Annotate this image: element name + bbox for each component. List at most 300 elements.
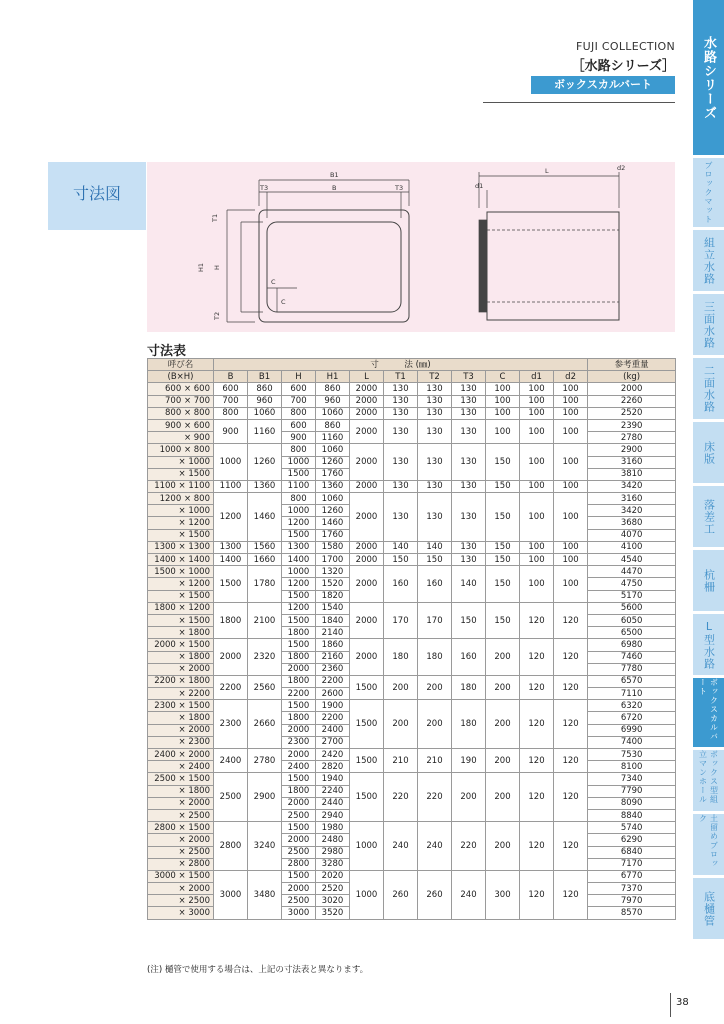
table-cell: 3280 (316, 858, 350, 870)
table-cell: 130 (384, 395, 418, 407)
table-cell: 2200 (282, 688, 316, 700)
table-cell: 220 (384, 773, 418, 822)
table-cell: × 2200 (148, 688, 214, 700)
label-t1: T1 (211, 213, 219, 222)
side-nav-item[interactable] (693, 878, 724, 939)
table-cell: 1520 (316, 578, 350, 590)
table-cell: 180 (452, 675, 486, 699)
side-nav-item[interactable] (693, 550, 724, 611)
label-d2: d2 (617, 164, 626, 172)
table-cell: 2000 (350, 444, 384, 481)
table-cell: 100 (520, 493, 554, 542)
table-cell: 4470 (588, 566, 676, 578)
table-cell: 2000 (282, 797, 316, 809)
table-cell: × 1000 (148, 505, 214, 517)
table-cell: 2000 (350, 541, 384, 553)
table-cell: × 1500 (148, 590, 214, 602)
table-cell: 1060 (316, 407, 350, 419)
table-cell: 1500 (282, 529, 316, 541)
table-cell: 2400 (282, 761, 316, 773)
table-cell: 150 (486, 493, 520, 542)
table-cell: 100 (486, 395, 520, 407)
table-cell: 120 (554, 700, 588, 749)
series-title: ［水路シリーズ］ (571, 59, 675, 74)
product-badge: ボックスカルバート (531, 76, 675, 94)
side-nav-label: 三面水路 (702, 300, 716, 349)
table-cell: 2020 (316, 870, 350, 882)
table-cell: 6770 (588, 870, 676, 882)
table-cell: 2500 (282, 846, 316, 858)
table-cell: 2000 (282, 834, 316, 846)
table-cell: 2100 (248, 602, 282, 639)
table-cell: 2000 (350, 480, 384, 492)
table-cell: 1260 (316, 456, 350, 468)
table-cell: 2140 (316, 627, 350, 639)
table-cell: 1260 (316, 505, 350, 517)
table-cell: 6980 (588, 639, 676, 651)
table-cell: 1800 × 1200 (148, 602, 214, 614)
side-nav-label: 落差工 (702, 498, 716, 535)
table-cell: 1800 (282, 785, 316, 797)
table-cell: 6840 (588, 846, 676, 858)
table-cell: 150 (486, 554, 520, 566)
table-cell: 8570 (588, 907, 676, 919)
table-cell: 160 (452, 639, 486, 676)
header-col: H1 (316, 371, 350, 383)
table-cell: 1000 (282, 456, 316, 468)
table-row (148, 870, 676, 882)
header-col: T3 (452, 371, 486, 383)
table-cell: 2390 (588, 419, 676, 431)
table-cell: 130 (418, 407, 452, 419)
table-cell: 1760 (316, 468, 350, 480)
table-cell: 120 (554, 602, 588, 639)
table-cell: 1760 (316, 529, 350, 541)
page-number-divider (670, 993, 671, 1017)
side-nav-item[interactable] (693, 750, 724, 811)
table-cell: 700 (282, 395, 316, 407)
table-cell: 2320 (248, 639, 282, 676)
table-cell: × 1200 (148, 578, 214, 590)
table-cell: 180 (384, 639, 418, 676)
table-cell: 100 (554, 444, 588, 481)
table-cell: 1500 (282, 468, 316, 480)
table-cell: 2500 (282, 809, 316, 821)
table-cell: 3000 (214, 870, 248, 919)
table-cell: 2660 (248, 700, 282, 749)
dimension-drawing-svg (147, 162, 675, 332)
table-cell: 6500 (588, 627, 676, 639)
table-cell: 130 (452, 395, 486, 407)
table-row (148, 493, 676, 505)
table-cell: 130 (452, 554, 486, 566)
table-cell: 180 (418, 639, 452, 676)
table-cell: 1800 (282, 627, 316, 639)
label-h1: H1 (197, 262, 205, 272)
table-cell: 2500 × 1500 (148, 773, 214, 785)
table-cell: 120 (520, 822, 554, 871)
table-cell: 960 (316, 395, 350, 407)
table-cell: 8840 (588, 809, 676, 821)
table-cell: 2980 (316, 846, 350, 858)
table-cell: 800 (282, 444, 316, 456)
table-cell: 1840 (316, 614, 350, 626)
header-name-sub: (B×H) (148, 371, 214, 383)
side-nav-item[interactable] (693, 486, 724, 547)
table-cell: 1100 (214, 480, 248, 492)
table-cell: 120 (554, 822, 588, 871)
table-cell: 130 (452, 383, 486, 395)
table-cell: 120 (520, 639, 554, 676)
side-nav-label: 床版 (702, 440, 716, 465)
table-cell: 1500 × 1000 (148, 566, 214, 578)
table-cell: × 1800 (148, 651, 214, 663)
table-cell: 200 (418, 700, 452, 749)
table-cell: 1500 (214, 566, 248, 603)
table-cell: 2600 (316, 688, 350, 700)
side-nav-label: 土留めブロック (698, 814, 719, 868)
table-cell: 1900 (316, 700, 350, 712)
table-cell: 130 (452, 407, 486, 419)
table-cell: × 1800 (148, 712, 214, 724)
dimension-table (147, 358, 676, 920)
table-cell: 1500 (282, 870, 316, 882)
label-t3-right: T3 (395, 184, 404, 192)
table-cell: 7460 (588, 651, 676, 663)
table-cell: 2420 (316, 749, 350, 761)
table-cell: 200 (486, 639, 520, 676)
table-cell: 7110 (588, 688, 676, 700)
table-cell: 3160 (588, 493, 676, 505)
table-cell: 2000 (282, 883, 316, 895)
table-cell: 2000 (282, 724, 316, 736)
table-cell: 130 (418, 444, 452, 481)
header-divider (483, 102, 675, 103)
table-cell: 2360 (316, 663, 350, 675)
table-cell: 150 (452, 602, 486, 639)
table-cell: 1400 × 1400 (148, 554, 214, 566)
table-cell: 120 (520, 675, 554, 699)
table-cell: × 3000 (148, 907, 214, 919)
header-col: T1 (384, 371, 418, 383)
table-cell: 1940 (316, 773, 350, 785)
table-cell: 860 (248, 383, 282, 395)
table-cell: 1360 (248, 480, 282, 492)
table-cell: 1860 (316, 639, 350, 651)
table-cell: 100 (554, 407, 588, 419)
table-cell: × 2300 (148, 736, 214, 748)
table-cell: 800 (282, 493, 316, 505)
table-cell: 7780 (588, 663, 676, 675)
table-cell: 130 (384, 444, 418, 481)
table-cell: × 1000 (148, 456, 214, 468)
table-cell: 1060 (316, 493, 350, 505)
table-cell: 2240 (316, 785, 350, 797)
table-cell: 130 (384, 383, 418, 395)
table-cell: 600 (214, 383, 248, 395)
table-cell: 1460 (316, 517, 350, 529)
table-row (148, 419, 676, 431)
table-cell: 1300 × 1300 (148, 541, 214, 553)
table-cell: 170 (384, 602, 418, 639)
table-cell: 7170 (588, 858, 676, 870)
table-cell: 1100 × 1100 (148, 480, 214, 492)
table-cell: 1500 (350, 749, 384, 773)
table-cell: 800 × 800 (148, 407, 214, 419)
table-cell: 2800 (282, 858, 316, 870)
side-nav-item[interactable] (693, 678, 724, 747)
table-row (148, 395, 676, 407)
label-t2: T2 (213, 311, 221, 320)
table-cell: 2160 (316, 651, 350, 663)
table-cell: 8090 (588, 797, 676, 809)
table-cell: 3240 (248, 822, 282, 871)
table-cell: 120 (554, 870, 588, 919)
table-cell: 700 (214, 395, 248, 407)
side-nav-item[interactable] (693, 614, 724, 675)
table-cell: 180 (452, 700, 486, 749)
label-d1: d1 (475, 182, 484, 190)
table-cell: 2900 (248, 773, 282, 822)
table-cell: × 1800 (148, 785, 214, 797)
table-cell: 150 (486, 602, 520, 639)
table-cell: 7970 (588, 895, 676, 907)
table-cell: 300 (486, 870, 520, 919)
label-b1: B1 (330, 171, 339, 179)
table-cell: 1160 (248, 419, 282, 443)
table-cell: 2000 (588, 383, 676, 395)
table-cell: 1500 (282, 700, 316, 712)
table-cell: 3000 (282, 907, 316, 919)
table-note: (注) 樋管で使用する場合は、上記の寸法表と異なります。 (147, 965, 369, 975)
table-cell: 100 (520, 383, 554, 395)
table-cell: 100 (520, 419, 554, 443)
table-cell: 160 (418, 566, 452, 603)
table-row (148, 700, 676, 712)
table-cell: 130 (418, 493, 452, 542)
table-cell: 120 (520, 700, 554, 749)
table-row (148, 566, 676, 578)
side-nav-label: ボックスカルバート (698, 678, 719, 741)
side-nav-item[interactable] (693, 0, 724, 155)
table-cell: 100 (520, 444, 554, 481)
side-nav-label: L型水路 (702, 619, 716, 670)
section-tab-dimension-drawing: 寸法図 (48, 162, 146, 230)
table-cell: 2200 (316, 712, 350, 724)
header-col: d1 (520, 371, 554, 383)
table-cell: 210 (418, 749, 452, 773)
table-cell: × 2000 (148, 834, 214, 846)
table-cell: 1500 (350, 675, 384, 699)
table-cell: 3810 (588, 468, 676, 480)
table-cell: 1060 (316, 444, 350, 456)
table-cell: 4070 (588, 529, 676, 541)
table-cell: 120 (520, 749, 554, 773)
table-cell: 2260 (588, 395, 676, 407)
table-cell: 130 (452, 480, 486, 492)
table-cell: 1200 × 800 (148, 493, 214, 505)
table-cell: 200 (384, 700, 418, 749)
side-nav-label: 二面水路 (702, 364, 716, 413)
table-cell: 2000 (350, 602, 384, 639)
table-cell: 100 (520, 541, 554, 553)
table-cell: 800 (282, 407, 316, 419)
table-cell: 2780 (248, 749, 282, 773)
table-cell: 190 (452, 749, 486, 773)
table-cell: 1500 (282, 614, 316, 626)
table-cell: 600 × 600 (148, 383, 214, 395)
table-cell: 860 (316, 419, 350, 431)
table-row (148, 773, 676, 785)
table-cell: 100 (554, 541, 588, 553)
dimension-drawing (147, 162, 675, 332)
table-cell: 1560 (248, 541, 282, 553)
table-cell: 1800 (282, 712, 316, 724)
table-cell: 2000 (350, 383, 384, 395)
table-cell: × 2000 (148, 724, 214, 736)
table-cell: 2800 × 1500 (148, 822, 214, 834)
table-cell: 1660 (248, 554, 282, 566)
table-cell: 100 (554, 383, 588, 395)
side-nav-label: 組立水路 (702, 236, 716, 285)
table-cell: 2800 (214, 822, 248, 871)
table-cell: 140 (418, 541, 452, 553)
table-cell: 4100 (588, 541, 676, 553)
table-cell: 220 (418, 773, 452, 822)
side-nav-item[interactable] (693, 422, 724, 483)
table-cell: 1500 (282, 822, 316, 834)
table-cell: 1800 (282, 675, 316, 687)
table-cell: 200 (452, 773, 486, 822)
table-cell: 7530 (588, 749, 676, 761)
table-row (148, 407, 676, 419)
table-row (148, 822, 676, 834)
table-cell: 260 (418, 870, 452, 919)
table-cell: × 2500 (148, 895, 214, 907)
table-cell: 6990 (588, 724, 676, 736)
table-cell: 100 (554, 395, 588, 407)
table-cell: 120 (520, 870, 554, 919)
table-cell: 130 (384, 407, 418, 419)
table-cell: 2820 (316, 761, 350, 773)
side-nav-item[interactable] (693, 294, 724, 355)
table-cell: 1400 (214, 554, 248, 566)
header-col: H (282, 371, 316, 383)
table-cell: 2400 (316, 724, 350, 736)
table-cell: 200 (486, 675, 520, 699)
table-cell: 100 (554, 566, 588, 603)
table-cell: 7790 (588, 785, 676, 797)
table-cell: 1200 (214, 493, 248, 542)
table-cell: 3420 (588, 505, 676, 517)
table-cell: 200 (486, 773, 520, 822)
side-nav-item[interactable] (693, 158, 724, 227)
table-cell: 100 (554, 493, 588, 542)
table-row (148, 602, 676, 614)
side-nav-label: ボックス型組立マンホール (698, 750, 719, 804)
side-nav-label: 底樋管 (702, 890, 716, 927)
table-cell: 2000 (350, 407, 384, 419)
label-b: B (332, 184, 337, 192)
table-cell: 2520 (588, 407, 676, 419)
table-cell: 1000 (282, 566, 316, 578)
table-cell: 2000 (214, 639, 248, 676)
label-c-vertical: C (281, 298, 286, 306)
table-cell: 2780 (588, 432, 676, 444)
table-cell: 200 (486, 749, 520, 773)
table-cell: 1700 (316, 554, 350, 566)
table-cell: 220 (452, 822, 486, 871)
brand-name: FUJI COLLECTION (576, 40, 675, 53)
table-cell: 100 (520, 480, 554, 492)
table-cell: 2500 (282, 895, 316, 907)
table-cell: 120 (554, 749, 588, 773)
label-l: L (545, 167, 549, 175)
table-cell: 4540 (588, 554, 676, 566)
table-cell: 5170 (588, 590, 676, 602)
table-cell: × 2400 (148, 761, 214, 773)
table-cell: × 2500 (148, 846, 214, 858)
table-cell: 900 × 600 (148, 419, 214, 431)
table-cell: 2560 (248, 675, 282, 699)
table-cell: 200 (384, 675, 418, 699)
table-cell: 2400 × 2000 (148, 749, 214, 761)
table-row (148, 444, 676, 456)
table-cell: 1500 (282, 590, 316, 602)
side-nav-item[interactable] (693, 230, 724, 291)
table-cell: 130 (452, 444, 486, 481)
table-cell: 150 (486, 566, 520, 603)
table-cell: 2300 × 1500 (148, 700, 214, 712)
header-dims: 寸 法 (㎜) (214, 359, 588, 371)
table-cell: 1260 (248, 444, 282, 481)
table-cell: 2500 (214, 773, 248, 822)
table-cell: 2000 (282, 749, 316, 761)
side-nav-item[interactable] (693, 358, 724, 419)
table-cell: 210 (384, 749, 418, 773)
header-col: B (214, 371, 248, 383)
table-cell: 1780 (248, 566, 282, 603)
table-cell: 2200 × 1800 (148, 675, 214, 687)
table-cell: 1320 (316, 566, 350, 578)
table-cell: 6050 (588, 614, 676, 626)
table-cell: 100 (486, 383, 520, 395)
table-cell: 100 (520, 554, 554, 566)
header-col: T2 (418, 371, 452, 383)
table-cell: 2000 (282, 663, 316, 675)
table-cell: 200 (418, 675, 452, 699)
header-col: C (486, 371, 520, 383)
table-cell: 150 (418, 554, 452, 566)
table-cell: 130 (418, 383, 452, 395)
table-cell: 240 (384, 822, 418, 871)
header-col: L (350, 371, 384, 383)
table-cell: 5600 (588, 602, 676, 614)
table-cell: 100 (486, 419, 520, 443)
table-cell: × 1500 (148, 614, 214, 626)
table-cell: 2000 (350, 639, 384, 676)
label-c-horizontal: C (271, 278, 276, 286)
table-cell: 1000 (350, 822, 384, 871)
table-cell: 1580 (316, 541, 350, 553)
table-row (148, 749, 676, 761)
table-cell: 4750 (588, 578, 676, 590)
table-cell: 960 (248, 395, 282, 407)
table-cell: 1300 (282, 541, 316, 553)
side-nav-item[interactable] (693, 814, 724, 875)
table-cell: 1980 (316, 822, 350, 834)
table-cell: 2300 (214, 700, 248, 749)
